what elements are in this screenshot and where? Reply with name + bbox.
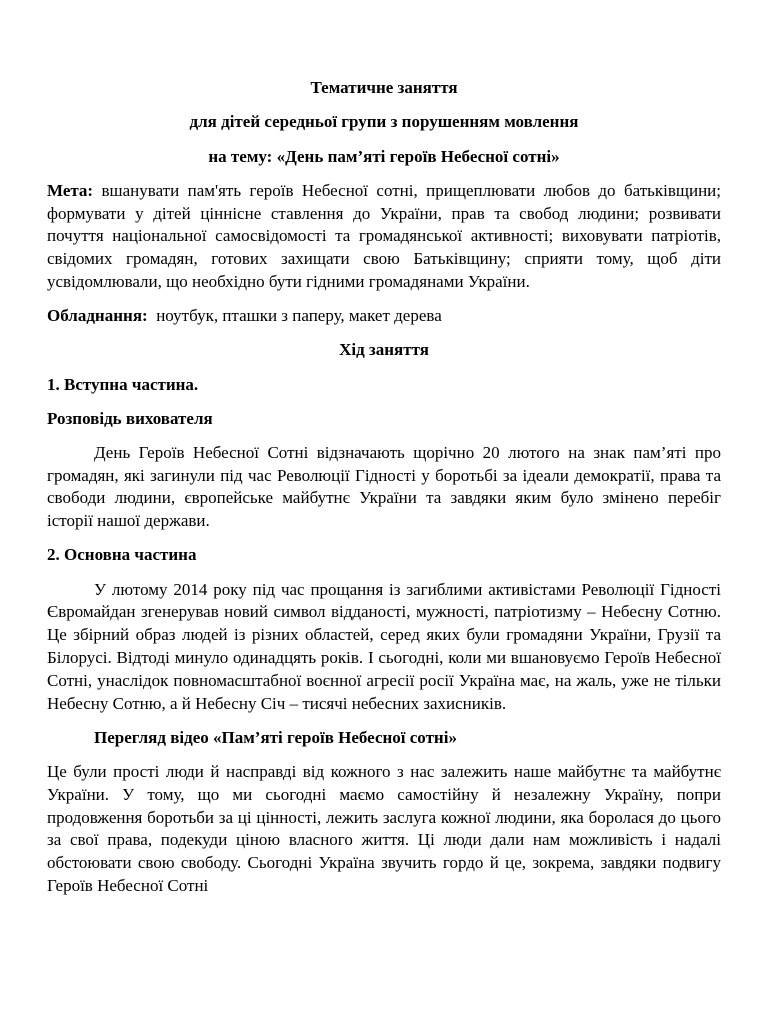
- equipment-text: ноутбук, пташки з паперу, макет дерева: [147, 306, 442, 326]
- equipment-label: Обладнання:: [47, 306, 148, 326]
- equipment-paragraph: [47, 305, 721, 328]
- goal-label: Мета:: [47, 180, 94, 200]
- section-1-heading: 1. Вступна частина.: [47, 374, 199, 394]
- document-page: [47, 77, 721, 909]
- lesson-heading: Хід заняття: [339, 340, 429, 360]
- section-2-heading: 2. Основна частина: [47, 545, 197, 565]
- section-2-paragraph: У лютому 2014 року під час прощання із загиблими активістами Революції Гідності Євромайдан згенерував новий символ відданості, мужності, патріотизму – Небесну Сотню. Це збірний образ людей із різних областей, серед яких були громадяни України, Грузії та Білорусі. Відтоді минуло одинадцять років. І сьогодні, коли ми вшановуємо Героїв Небесної Сотні, унаслідок повномасштабної воєнної агресії росії Україна має, на жаль, уже не тільки Небесну Сотню, а й Небесну Січ – тисячі небесних захисників.: [47, 579, 721, 713]
- document-title-line-3: на тему: «День пам’яті героїв Небесної сотні»: [208, 146, 560, 166]
- video-heading: Перегляд відео «Пам’яті героїв Небесної сотні»: [94, 727, 457, 747]
- document-title-line-2: для дітей середньої групи з порушенням мовлення: [189, 112, 579, 132]
- document-title-line-1: Тематичне заняття: [310, 78, 458, 97]
- section-1-subheading: Розповідь вихователя: [47, 408, 213, 428]
- section-1-paragraph: День Героїв Небесної Сотні відзначають щорічно 20 лютого на знак пам’яті про громадян, які загинули під час Революції Гідності у боротьбі за ідеали демократії, права та свободи людини, європейське майбутнє України та завдяки яким було змінено перебіг історії нашої держави.: [47, 442, 721, 531]
- goal-paragraph: [47, 180, 721, 294]
- goal-text: вшанувати пам'ять героїв Небесної сотні, прищеплювати любов до батьківщини; формувати у дітей ціннісне ставлення до України, прав та свобод людини; розвивати почуття національної самосвідомості та громадянської активності; виховувати патріотів, свідомих громадян, готових захищати свою Батьківщину; сприяти тому, щоб діти усвідомлювали, що необхідно бути гідними громадянами України.: [47, 180, 721, 291]
- closing-paragraph: Це були прості люди й насправді від кожного з нас залежить наше майбутнє та майбутнє України. У тому, що ми сьогодні маємо самостійну й незалежну Україну, попри продовження боротьби за ці цінності, лежить заслуга кожної людини, яка боролася до цього за свої права, подекуди ціною власного життя. Ці люди дали нам можливість і надалі обстоювати свою свободу. Сьогодні Україна звучить гордо й це, зокрема, завдяки подвигу Героїв Небесної Сотні: [47, 762, 721, 895]
